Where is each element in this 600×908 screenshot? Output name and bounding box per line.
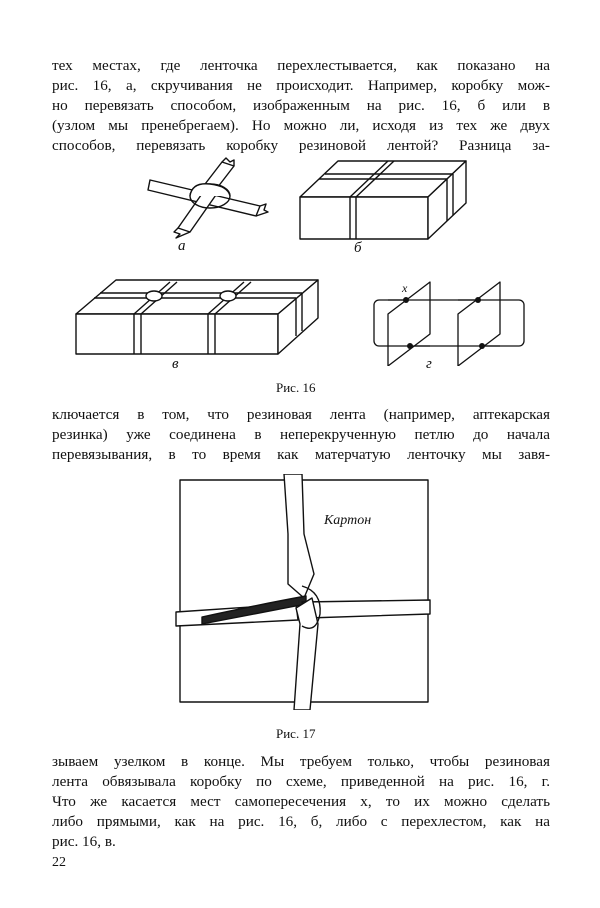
paragraph-2 <box>52 405 550 465</box>
text-line: рис. 16, в. <box>52 833 116 850</box>
text-line: Что же касается мест самопересечения x, то их можно сделать <box>52 793 550 810</box>
box-overlap-tied-drawing <box>74 274 320 358</box>
text-line: (узлом мы пренебрегаем). Но можно ли, исходя из тех же двух <box>52 117 550 134</box>
text-line: лента обвязывала коробку по схеме, приведенной на рис. 16, г. <box>52 773 550 790</box>
text-line: рис. 16, а, скручивания не происходит. Например, коробку мож- <box>52 77 550 94</box>
text-line: перевязывания, в то время как матерчатую ленточку мы завя- <box>52 446 550 463</box>
figure-16a-label: а <box>178 238 186 254</box>
figure-16v <box>74 274 320 358</box>
intersection-x-label: x <box>402 281 408 295</box>
paragraph-1 <box>52 56 550 156</box>
figure-17 <box>172 474 438 710</box>
text-line: способов, перевязать коробку резиновой лентой? Разница за- <box>52 137 550 154</box>
figure-16a <box>140 152 280 242</box>
figure-17-caption: Рис. 17 <box>276 726 316 741</box>
cardboard-label: Картон <box>324 513 372 528</box>
text-line: зываем узелком в конце. Мы требуем только, чтобы резиновая <box>52 753 550 770</box>
page-number: 22 <box>52 855 66 870</box>
figure-16-caption: Рис. 16 <box>276 380 316 395</box>
paragraph-3 <box>52 752 550 852</box>
text-line: либо прямыми, как на рис. 16, б, либо с перехлестом, как на <box>52 813 550 830</box>
text-line: тех местах, где ленточка перехлестывается, как показано на <box>52 57 550 74</box>
figure-16g <box>370 280 530 366</box>
text-line: но перевязать способом, изображенным на рис. 16, б или в <box>52 97 550 114</box>
text-line: ключается в том, что резиновая лента (например, аптекарская <box>52 406 550 423</box>
text-line: резинка) уже соединена в неперекрученную петлю до начала <box>52 426 550 443</box>
ribbon-scheme-diagram <box>370 280 530 366</box>
figure-16g-label: г <box>426 356 432 372</box>
box-cross-tied-drawing <box>298 157 470 243</box>
figure-16v-label: в <box>172 356 179 372</box>
figure-16b-label: б <box>354 240 362 256</box>
figure-16b <box>298 157 470 243</box>
cardboard-rubber-band-drawing <box>172 474 438 710</box>
crossed-ribbons-drawing <box>140 152 280 242</box>
